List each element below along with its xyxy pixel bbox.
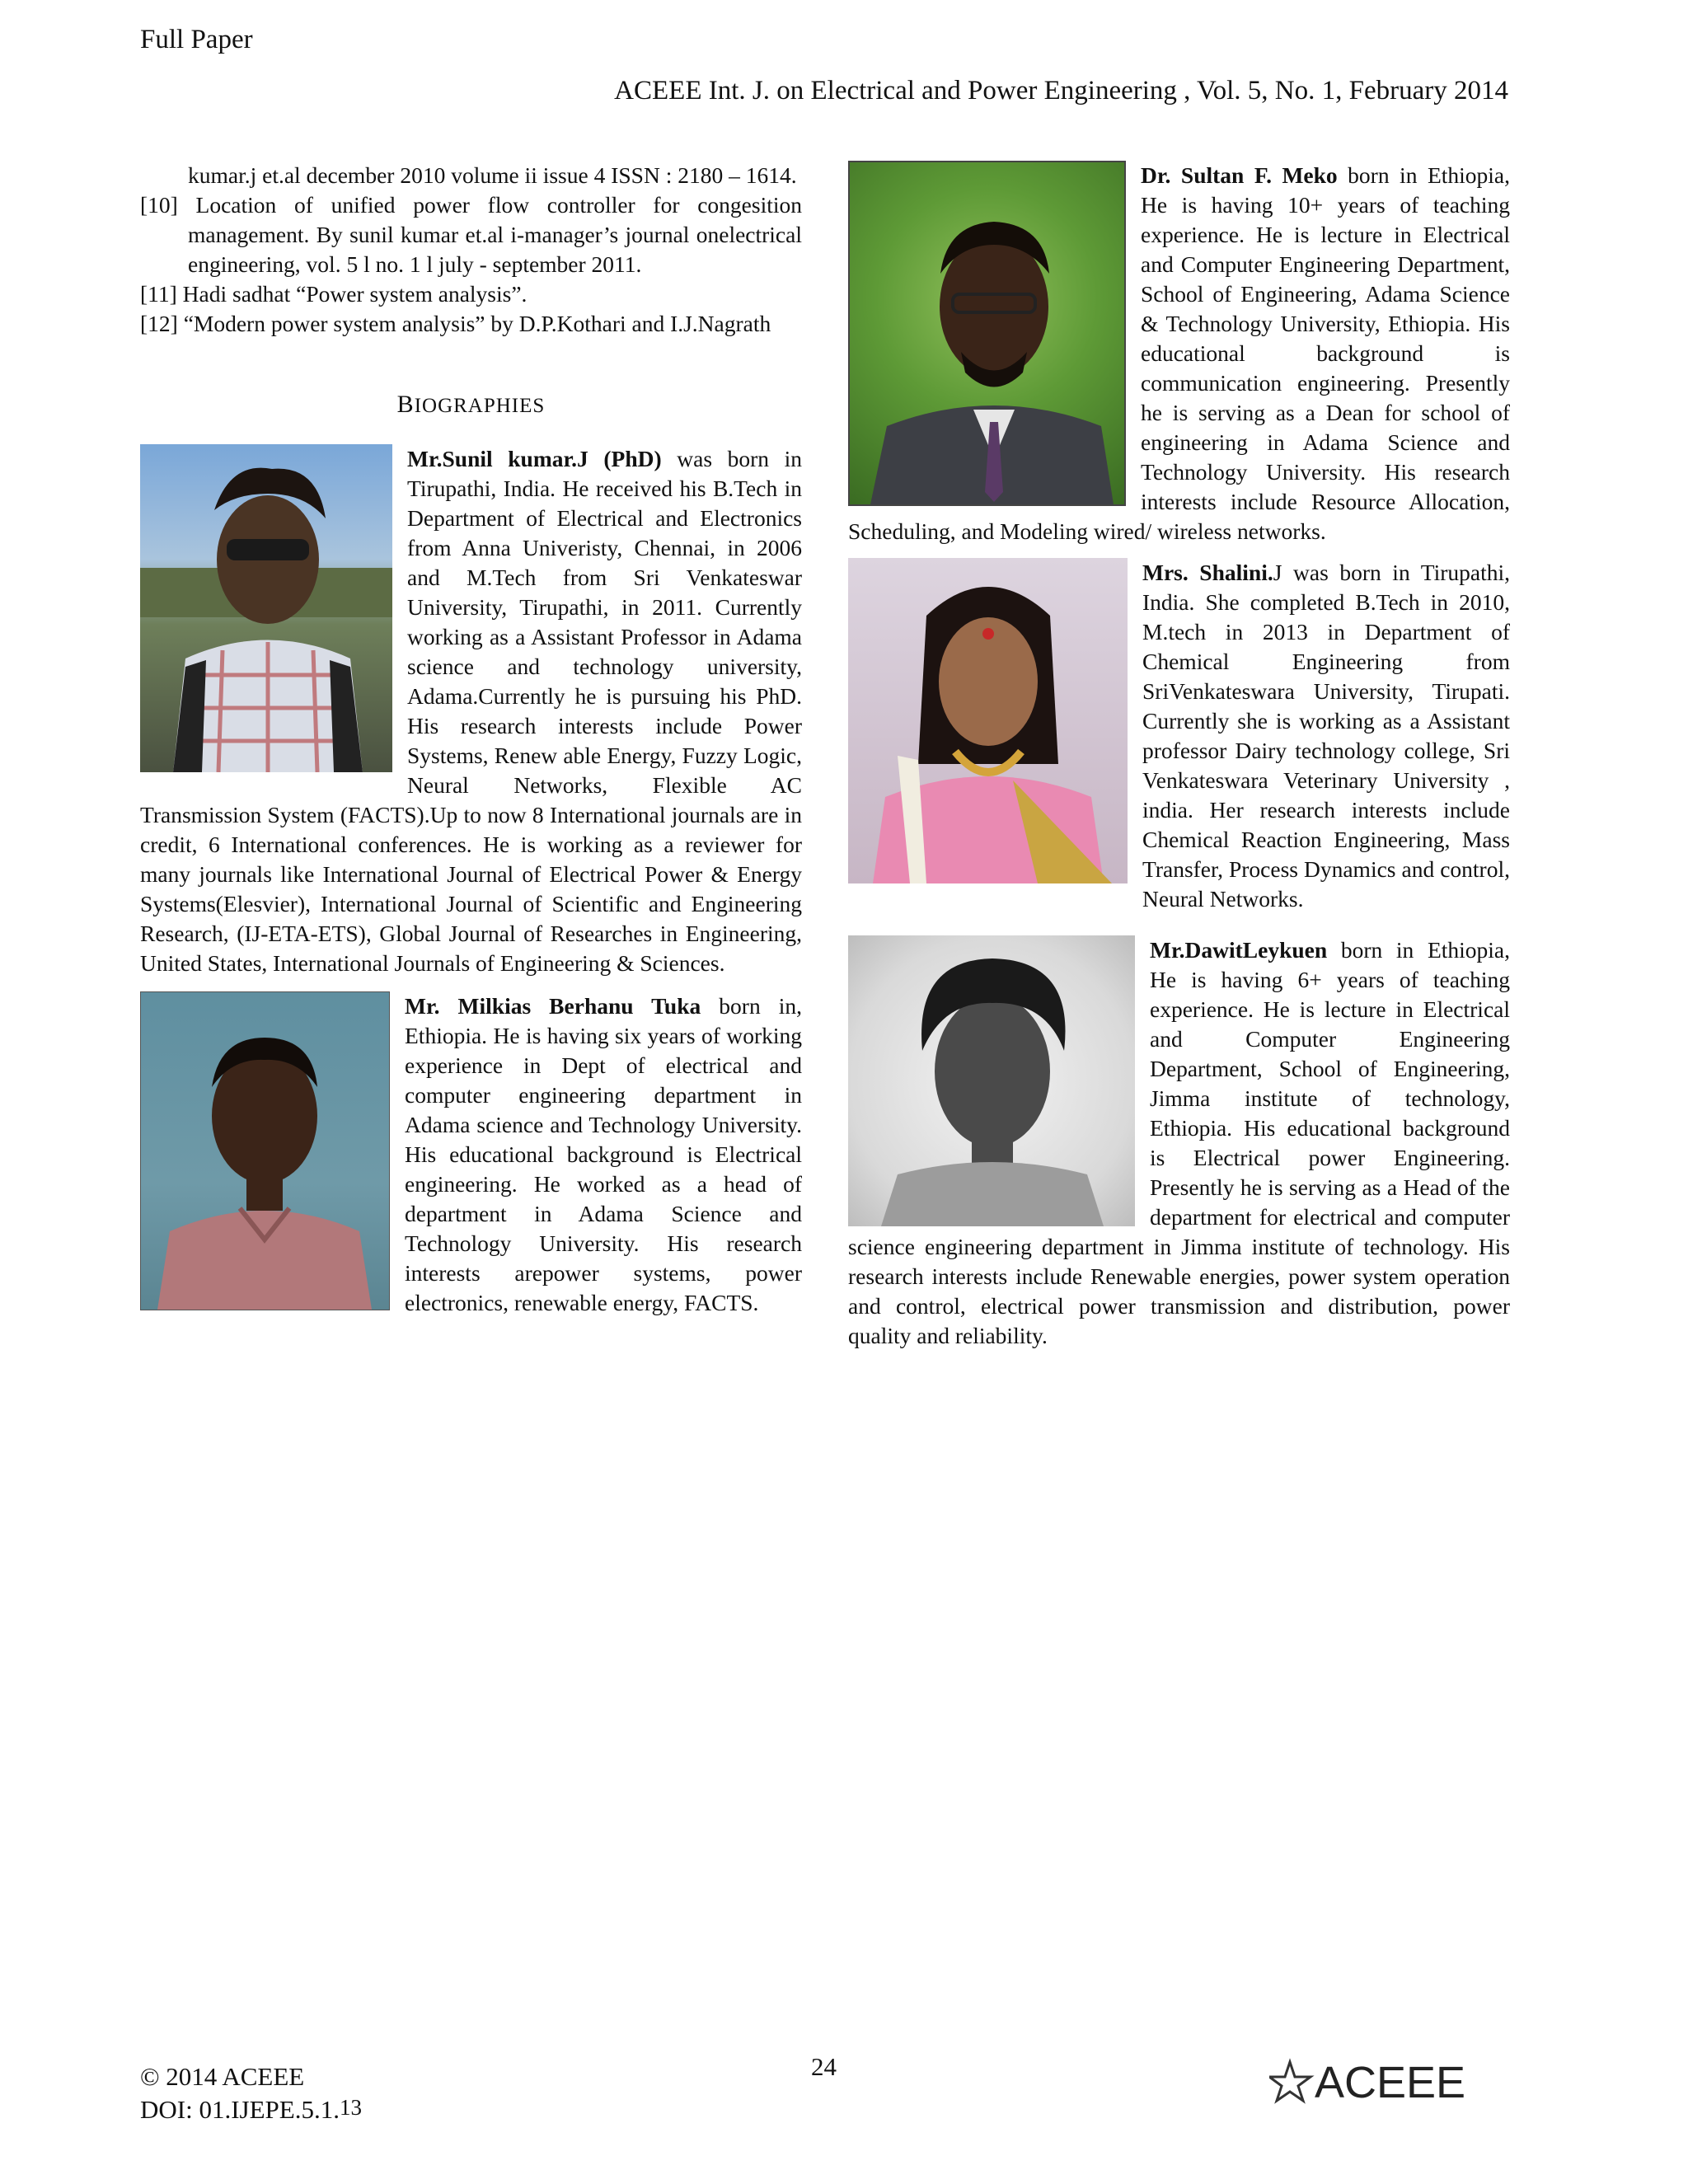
left-column: [140, 161, 802, 1336]
photo-sunil: [140, 444, 392, 772]
bio-sunil-body: was born in Tirupathi, India. He received his B.Tech in Department of Electrical and Electronics from Anna Univeristy, Chennai, in 2006 and M.Tech from Sri Venkateswar University, Tirupathi, in 2011. Currently working as a Assistant Professor in Adama science and technology university, Adama.Currently he is pursuing his PhD. His research interests include Power Systems, Renew able Energy, Fuzzy Logic, Neural Networks, Flexible AC Transmission System (FACTS).Up to now 8 International journals are in credit, 6 International conferences. He is working as a reviewer for many journals like International Journal of Electrical Power & Energy Systems(Elesvier), International Journal of Scientific and Engineering Research, (IJ-ETA-ETS), Global Journal of Researches in Engineering, United States, International Journals of Engineering & Sciences.: [140, 446, 802, 976]
photo-milkias: [140, 991, 390, 1310]
bio-shalini: [848, 558, 1510, 914]
bio-milkias: [140, 991, 802, 1318]
aceee-logo: [1269, 2052, 1510, 2110]
bio-dawit: [848, 935, 1510, 1351]
doi-prefix: DOI: 01.IJEPE.5.1.: [140, 2095, 340, 2124]
photo-dawit: [848, 935, 1135, 1226]
bio-dawit-body: born in Ethiopia, He is having 6+ years of teaching experience. He is lecture in Electrical and Computer Engineering Department, School of Engineering, Jimma institute of technology, Ethiopia. His educational background is Electrical power Engineering. Presently he is serving as a Head of the department for electrical and computer science engineering department in Jimma institute of technology. His research interests include Renewable energies, power system operation and control, electrical power transmission and distribution, power quality and reliability.: [848, 937, 1510, 1348]
bio-dawit-name: Mr.DawitLeykuen: [1150, 937, 1328, 963]
section-title-rest: IOGRAPHIES: [414, 395, 546, 417]
portrait-sultan-graphic: [850, 162, 1124, 504]
bio-milkias-name: Mr. Milkias Berhanu Tuka: [405, 993, 701, 1019]
reference-11: [11] Hadi sadhat “Power system analysis”.: [140, 281, 528, 307]
doi-suffix: 13: [339, 2095, 362, 2120]
portrait-sunil-graphic: [140, 444, 392, 772]
bio-shalini-name: Mrs. Shalini.: [1142, 560, 1273, 585]
right-column: [848, 161, 1510, 1369]
reference-10: [10] Location of unified power flow controller for congesition management. By sunil kumar et.al i-manager’s journal onelectrical engineering, vol. 5 l no. 1 l july - september 2011.: [140, 192, 802, 277]
doi-text: [140, 2093, 362, 2127]
portrait-milkias-graphic: [141, 992, 389, 1310]
logo-text: ACEEE: [1315, 2058, 1466, 2107]
page-number: 24: [811, 2052, 837, 2081]
bio-sunil: [140, 444, 802, 978]
bio-sultan: [848, 161, 1510, 546]
bio-shalini-body: J was born in Tirupathi, India. She completed B.Tech in 2010, M.tech in 2013 in Department of Chemical Engineering from SriVenkateswara University, Tirupati. Currently she is working as a Assistant professor Dairy technology college, Sri Venkateswara Veterinary University , india. Her research interests include Chemical Reaction Engineering, Mass Transfer, Process Dynamics and control, Neural Networks.: [1142, 560, 1510, 912]
footer-copyright-block: [140, 2060, 362, 2127]
bio-sunil-name: Mr.Sunil kumar.J (PhD): [407, 446, 662, 471]
copyright-text: © 2014 ACEEE: [140, 2062, 305, 2091]
aceee-logo-graphic: [1269, 2052, 1510, 2110]
section-title-biographies: [140, 390, 802, 421]
journal-citation-header: ACEEE Int. J. on Electrical and Power Engineering , Vol. 5, No. 1, February 2014: [614, 76, 1508, 105]
photo-shalini: [848, 558, 1128, 883]
reference-12: [12] “Modern power system analysis” by D.P.Kothari and I.J.Nagrath: [140, 311, 771, 336]
section-title-initial: B: [396, 391, 415, 418]
running-head-label: Full Paper: [140, 25, 253, 54]
portrait-dawit-graphic: [848, 935, 1135, 1226]
bio-sultan-name: Dr. Sultan F. Meko: [1141, 162, 1338, 188]
bio-milkias-body: born in, Ethiopia. He is having six years of working experience in Dept of electrical and computer engineering department in Adama science and Technology University. His educational background is Electrical engineering. He worked as a head of department in Adama Science and Technology University. His research interests arepower systems, power electronics, renewable energy, FACTS.: [405, 993, 802, 1315]
portrait-shalini-graphic: [848, 558, 1128, 883]
bio-sultan-body: born in Ethiopia, He is having 10+ years of teaching experience. He is lecture in Electrical and Computer Engineering Department, School of Engineering, Adama Science & Technology University, Ethiopia. His educational background is communication engineering. Presently he is serving as a Dean for school of engineering in Adama Science and Technology University. His research interests include Resource Allocation, Scheduling, and Modeling wired/ wireless networks.: [848, 162, 1510, 544]
reference-continuation: kumar.j et.al december 2010 volume ii issue 4 ISSN : 2180 – 1614.: [188, 162, 797, 188]
photo-sultan: [848, 161, 1126, 506]
